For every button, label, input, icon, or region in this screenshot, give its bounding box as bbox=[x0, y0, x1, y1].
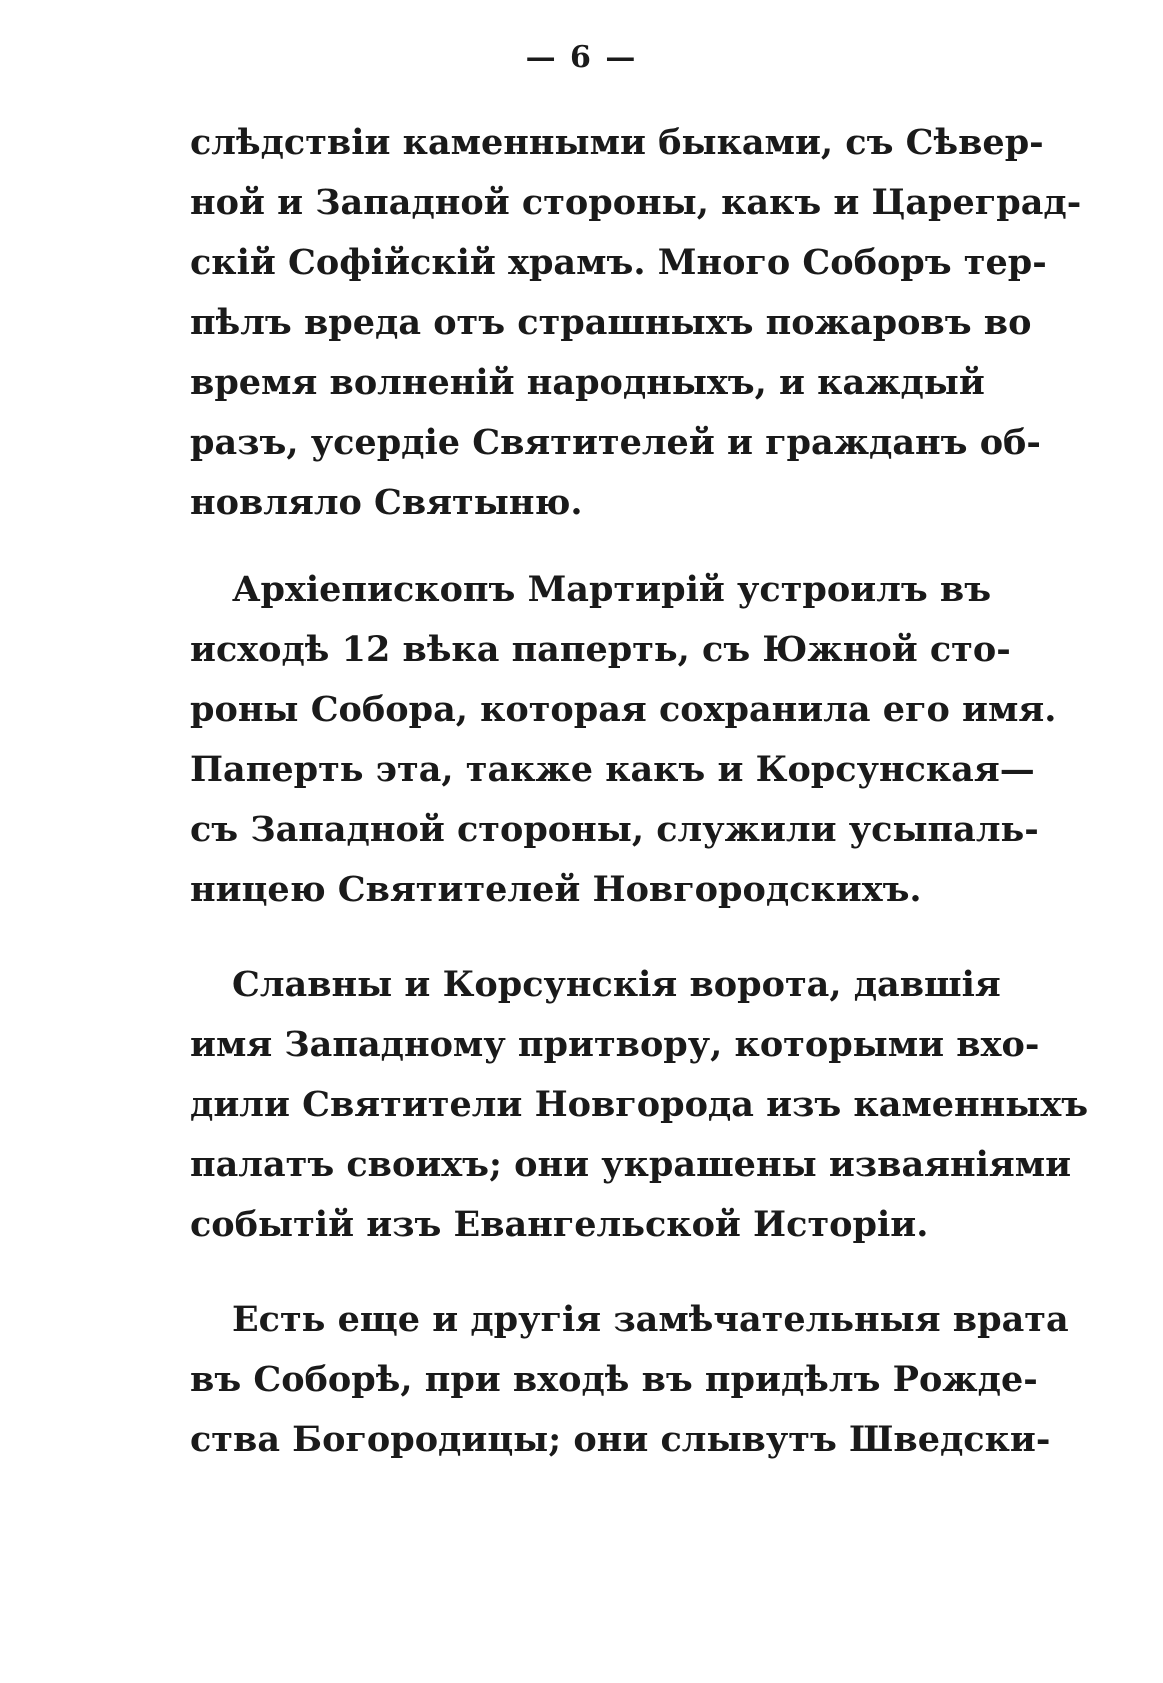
paragraph-4 bbox=[190, 1290, 1069, 1470]
text-line: Есть еще и другія замѣчательныя врата bbox=[232, 1299, 1069, 1340]
paragraph-1 bbox=[190, 113, 1082, 533]
text-line: съ Западной стороны, служили усыпаль- bbox=[190, 809, 1039, 850]
text-line: скій Софійскій храмъ. Много Соборъ тер- bbox=[190, 242, 1047, 283]
text-line: имя Западному притвору, которыми вхо- bbox=[190, 1024, 1040, 1065]
text-line: ницею Святителей Новгородскихъ. bbox=[190, 869, 922, 910]
text-line: слѣдствіи каменными быками, съ Сѣвер- bbox=[190, 122, 1044, 163]
text-line: въ Соборѣ, при входѣ въ придѣлъ Рожде- bbox=[190, 1359, 1038, 1400]
text-line: Архіепископъ Мартирій устроилъ въ bbox=[232, 569, 992, 610]
text-line: разъ, усердіе Святителей и гражданъ об- bbox=[190, 422, 1041, 463]
text-line: Паперть эта, также какъ и Корсунская— bbox=[190, 749, 1035, 790]
page-number: — 6 — bbox=[525, 40, 638, 75]
text-line: новляло Святыню. bbox=[190, 482, 583, 523]
text-line: исходѣ 12 вѣка паперть, съ Южной сто- bbox=[190, 629, 1011, 670]
text-line: дили Святители Новгорода изъ каменныхъ bbox=[190, 1084, 1089, 1125]
text-line: роны Собора, которая сохранила его имя. bbox=[190, 689, 1057, 730]
text-line: ства Богородицы; они слывутъ Шведски- bbox=[190, 1419, 1051, 1460]
text-line: событій изъ Евангельской Исторіи. bbox=[190, 1204, 929, 1245]
text-line: палатъ своихъ; они украшены изваяніями bbox=[190, 1144, 1072, 1185]
text-line: Славны и Корсунскія ворота, давшія bbox=[232, 964, 1001, 1005]
text-line: время волненій народныхъ, и каждый bbox=[190, 362, 985, 403]
text-line: ной и Западной стороны, какъ и Цареград- bbox=[190, 182, 1082, 223]
text-line: пѣлъ вреда отъ страшныхъ пожаровъ во bbox=[190, 302, 1032, 343]
paragraph-3 bbox=[190, 955, 1089, 1255]
paragraph-2 bbox=[190, 560, 1057, 920]
